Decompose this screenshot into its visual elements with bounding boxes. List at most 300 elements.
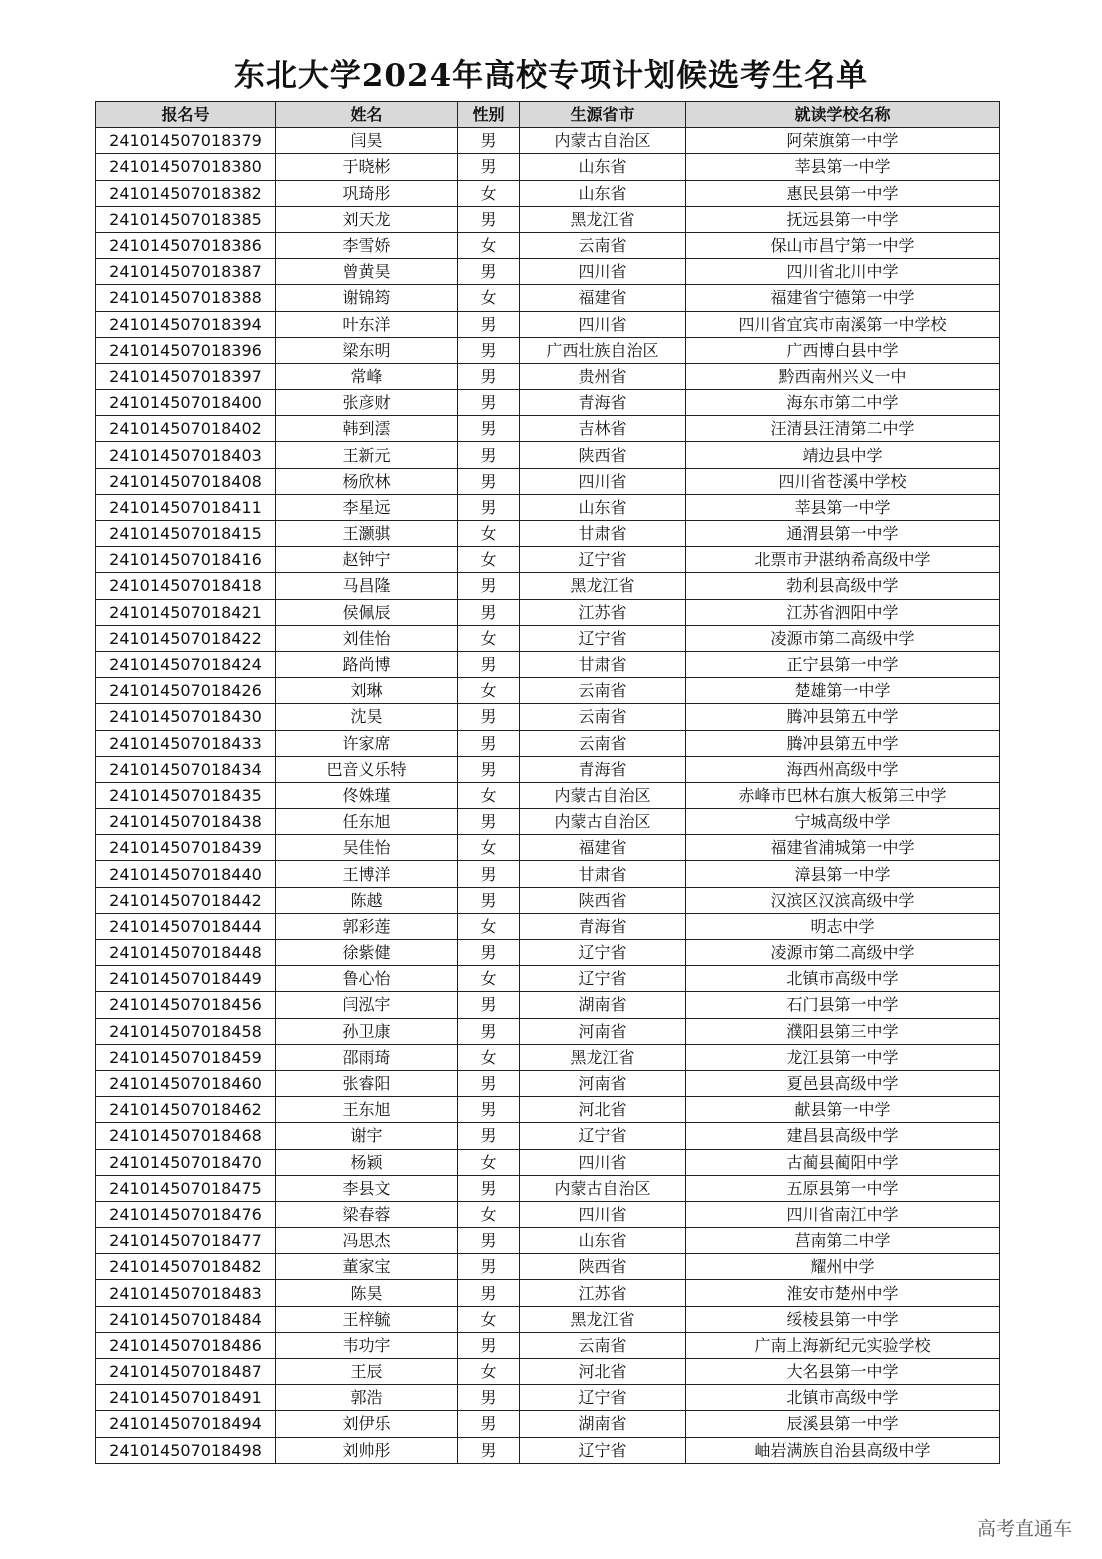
cell-registration-number: 241014507018382	[96, 180, 276, 206]
cell-province: 陕西省	[520, 1254, 686, 1280]
header-registration-number: 报名号	[96, 102, 276, 128]
cell-name: 陈越	[276, 887, 458, 913]
cell-registration-number: 241014507018448	[96, 940, 276, 966]
cell-school: 莒南第二中学	[686, 1228, 1000, 1254]
cell-school: 明志中学	[686, 913, 1000, 939]
table-row	[96, 180, 1000, 206]
cell-gender: 男	[458, 363, 520, 389]
cell-province: 黑龙江省	[520, 206, 686, 232]
cell-name: 王灏骐	[276, 521, 458, 547]
cell-gender: 女	[458, 1306, 520, 1332]
cell-province: 青海省	[520, 390, 686, 416]
cell-gender: 男	[458, 390, 520, 416]
cell-gender: 男	[458, 206, 520, 232]
cell-gender: 女	[458, 1201, 520, 1227]
cell-registration-number: 241014507018435	[96, 782, 276, 808]
cell-gender: 男	[458, 494, 520, 520]
cell-gender: 男	[458, 1254, 520, 1280]
table-row	[96, 887, 1000, 913]
cell-registration-number: 241014507018486	[96, 1332, 276, 1358]
cell-province: 四川省	[520, 468, 686, 494]
header-name: 姓名	[276, 102, 458, 128]
cell-school: 莘县第一中学	[686, 494, 1000, 520]
cell-province: 辽宁省	[520, 940, 686, 966]
cell-school: 献县第一中学	[686, 1097, 1000, 1123]
cell-name: 谢锦筠	[276, 285, 458, 311]
cell-name: 马昌隆	[276, 573, 458, 599]
cell-name: 吴佳怡	[276, 835, 458, 861]
cell-school: 四川省苍溪中学校	[686, 468, 1000, 494]
cell-province: 山东省	[520, 154, 686, 180]
cell-school: 宁城高级中学	[686, 809, 1000, 835]
cell-name: 曾黄昊	[276, 259, 458, 285]
cell-gender: 女	[458, 1359, 520, 1385]
cell-name: 杨颖	[276, 1149, 458, 1175]
cell-province: 甘肃省	[520, 521, 686, 547]
table-row	[96, 468, 1000, 494]
cell-registration-number: 241014507018418	[96, 573, 276, 599]
cell-school: 绥棱县第一中学	[686, 1306, 1000, 1332]
cell-province: 四川省	[520, 311, 686, 337]
cell-registration-number: 241014507018498	[96, 1437, 276, 1463]
table-row	[96, 992, 1000, 1018]
cell-school: 通渭县第一中学	[686, 521, 1000, 547]
cell-school: 海东市第二中学	[686, 390, 1000, 416]
cell-registration-number: 241014507018444	[96, 913, 276, 939]
table-row	[96, 913, 1000, 939]
cell-school: 漳县第一中学	[686, 861, 1000, 887]
cell-registration-number: 241014507018484	[96, 1306, 276, 1332]
header-province: 生源省市	[520, 102, 686, 128]
cell-gender: 男	[458, 1437, 520, 1463]
cell-name: 张睿阳	[276, 1070, 458, 1096]
table-row	[96, 1280, 1000, 1306]
cell-name: 王新元	[276, 442, 458, 468]
cell-gender: 男	[458, 128, 520, 154]
cell-gender: 男	[458, 573, 520, 599]
cell-school: 江苏省泗阳中学	[686, 599, 1000, 625]
cell-province: 云南省	[520, 704, 686, 730]
cell-school: 四川省南江中学	[686, 1201, 1000, 1227]
cell-school: 四川省北川中学	[686, 259, 1000, 285]
cell-province: 四川省	[520, 1149, 686, 1175]
cell-province: 辽宁省	[520, 625, 686, 651]
table-row	[96, 1359, 1000, 1385]
cell-gender: 女	[458, 835, 520, 861]
cell-name: 巩琦彤	[276, 180, 458, 206]
cell-registration-number: 241014507018397	[96, 363, 276, 389]
cell-school: 抚远县第一中学	[686, 206, 1000, 232]
cell-name: 闫泓宇	[276, 992, 458, 1018]
cell-gender: 男	[458, 1385, 520, 1411]
cell-gender: 男	[458, 756, 520, 782]
table-row	[96, 206, 1000, 232]
table-row	[96, 1411, 1000, 1437]
cell-gender: 男	[458, 1018, 520, 1044]
cell-registration-number: 241014507018394	[96, 311, 276, 337]
cell-province: 辽宁省	[520, 1123, 686, 1149]
cell-name: 常峰	[276, 363, 458, 389]
table-row	[96, 232, 1000, 258]
cell-registration-number: 241014507018459	[96, 1044, 276, 1070]
cell-province: 河南省	[520, 1070, 686, 1096]
table-row	[96, 835, 1000, 861]
cell-gender: 男	[458, 992, 520, 1018]
cell-registration-number: 241014507018434	[96, 756, 276, 782]
cell-gender: 男	[458, 311, 520, 337]
cell-province: 吉林省	[520, 416, 686, 442]
cell-gender: 男	[458, 1280, 520, 1306]
cell-registration-number: 241014507018408	[96, 468, 276, 494]
table-row	[96, 1437, 1000, 1463]
cell-province: 江苏省	[520, 599, 686, 625]
table-row	[96, 1018, 1000, 1044]
cell-gender: 男	[458, 730, 520, 756]
cell-gender: 女	[458, 782, 520, 808]
cell-school: 四川省宜宾市南溪第一中学校	[686, 311, 1000, 337]
cell-registration-number: 241014507018477	[96, 1228, 276, 1254]
cell-school: 汪清县汪清第二中学	[686, 416, 1000, 442]
table-row	[96, 940, 1000, 966]
cell-province: 福建省	[520, 285, 686, 311]
cell-name: 王东旭	[276, 1097, 458, 1123]
cell-gender: 男	[458, 1411, 520, 1437]
cell-gender: 男	[458, 599, 520, 625]
cell-registration-number: 241014507018494	[96, 1411, 276, 1437]
cell-name: 梁东明	[276, 337, 458, 363]
cell-school: 耀州中学	[686, 1254, 1000, 1280]
cell-school: 汉滨区汉滨高级中学	[686, 887, 1000, 913]
cell-school: 石门县第一中学	[686, 992, 1000, 1018]
cell-gender: 男	[458, 940, 520, 966]
header-school: 就读学校名称	[686, 102, 1000, 128]
cell-name: 张彦财	[276, 390, 458, 416]
cell-registration-number: 241014507018438	[96, 809, 276, 835]
page-title: 东北大学2024年高校专项计划候选考生名单	[233, 58, 869, 94]
cell-registration-number: 241014507018487	[96, 1359, 276, 1385]
cell-registration-number: 241014507018439	[96, 835, 276, 861]
table-row	[96, 861, 1000, 887]
cell-school: 岫岩满族自治县高级中学	[686, 1437, 1000, 1463]
cell-school: 龙江县第一中学	[686, 1044, 1000, 1070]
cell-school: 夏邑县高级中学	[686, 1070, 1000, 1096]
cell-gender: 女	[458, 913, 520, 939]
cell-province: 甘肃省	[520, 861, 686, 887]
table-row	[96, 1254, 1000, 1280]
cell-gender: 男	[458, 468, 520, 494]
candidate-table	[95, 101, 1000, 1464]
table-row	[96, 442, 1000, 468]
cell-school: 建昌县高级中学	[686, 1123, 1000, 1149]
cell-province: 贵州省	[520, 363, 686, 389]
cell-school: 大名县第一中学	[686, 1359, 1000, 1385]
cell-name: 王博洋	[276, 861, 458, 887]
cell-school: 古蔺县蔺阳中学	[686, 1149, 1000, 1175]
cell-gender: 男	[458, 1070, 520, 1096]
cell-school: 靖边县中学	[686, 442, 1000, 468]
cell-name: 鲁心怡	[276, 966, 458, 992]
table-body	[96, 128, 1000, 1464]
cell-name: 徐紫健	[276, 940, 458, 966]
table-row	[96, 337, 1000, 363]
table-row	[96, 1228, 1000, 1254]
cell-name: 梁春蓉	[276, 1201, 458, 1227]
cell-province: 云南省	[520, 232, 686, 258]
cell-gender: 男	[458, 154, 520, 180]
cell-registration-number: 241014507018440	[96, 861, 276, 887]
cell-name: 陈昊	[276, 1280, 458, 1306]
cell-name: 谢宇	[276, 1123, 458, 1149]
table-row	[96, 259, 1000, 285]
cell-registration-number: 241014507018456	[96, 992, 276, 1018]
cell-name: 巴音义乐特	[276, 756, 458, 782]
table-header-row	[96, 102, 1000, 128]
cell-registration-number: 241014507018426	[96, 678, 276, 704]
table-row	[96, 154, 1000, 180]
cell-province: 青海省	[520, 756, 686, 782]
cell-school: 惠民县第一中学	[686, 180, 1000, 206]
cell-gender: 女	[458, 625, 520, 651]
cell-name: 于晓彬	[276, 154, 458, 180]
cell-province: 湖南省	[520, 992, 686, 1018]
table-row	[96, 1070, 1000, 1096]
cell-school: 海西州高级中学	[686, 756, 1000, 782]
table-row	[96, 704, 1000, 730]
table-row	[96, 1175, 1000, 1201]
cell-registration-number: 241014507018470	[96, 1149, 276, 1175]
cell-registration-number: 241014507018430	[96, 704, 276, 730]
cell-province: 黑龙江省	[520, 1306, 686, 1332]
cell-gender: 女	[458, 1149, 520, 1175]
cell-name: 刘帅彤	[276, 1437, 458, 1463]
cell-province: 云南省	[520, 678, 686, 704]
cell-name: 刘琳	[276, 678, 458, 704]
cell-province: 四川省	[520, 1201, 686, 1227]
cell-gender: 女	[458, 966, 520, 992]
cell-gender: 男	[458, 416, 520, 442]
cell-gender: 女	[458, 521, 520, 547]
table-row	[96, 311, 1000, 337]
cell-name: 刘伊乐	[276, 1411, 458, 1437]
cell-province: 云南省	[520, 730, 686, 756]
cell-school: 黔西南州兴义一中	[686, 363, 1000, 389]
cell-registration-number: 241014507018386	[96, 232, 276, 258]
cell-gender: 女	[458, 678, 520, 704]
cell-name: 沈昊	[276, 704, 458, 730]
cell-gender: 男	[458, 337, 520, 363]
cell-name: 杨欣林	[276, 468, 458, 494]
cell-registration-number: 241014507018476	[96, 1201, 276, 1227]
cell-registration-number: 241014507018416	[96, 547, 276, 573]
cell-province: 辽宁省	[520, 1437, 686, 1463]
cell-registration-number: 241014507018400	[96, 390, 276, 416]
cell-registration-number: 241014507018424	[96, 651, 276, 677]
cell-name: 刘佳怡	[276, 625, 458, 651]
cell-registration-number: 241014507018388	[96, 285, 276, 311]
table-row	[96, 363, 1000, 389]
cell-province: 河北省	[520, 1359, 686, 1385]
table-row	[96, 1044, 1000, 1070]
cell-registration-number: 241014507018396	[96, 337, 276, 363]
table-row	[96, 1306, 1000, 1332]
cell-name: 郭浩	[276, 1385, 458, 1411]
cell-school: 赤峰市巴林右旗大板第三中学	[686, 782, 1000, 808]
cell-registration-number: 241014507018402	[96, 416, 276, 442]
cell-province: 福建省	[520, 835, 686, 861]
table-row	[96, 599, 1000, 625]
cell-name: 韦功宇	[276, 1332, 458, 1358]
cell-gender: 男	[458, 1097, 520, 1123]
cell-registration-number: 241014507018403	[96, 442, 276, 468]
cell-school: 凌源市第二高级中学	[686, 625, 1000, 651]
table-row	[96, 1123, 1000, 1149]
cell-registration-number: 241014507018449	[96, 966, 276, 992]
cell-province: 内蒙古自治区	[520, 1175, 686, 1201]
cell-province: 四川省	[520, 259, 686, 285]
cell-school: 福建省宁德第一中学	[686, 285, 1000, 311]
cell-gender: 男	[458, 442, 520, 468]
cell-school: 濮阳县第三中学	[686, 1018, 1000, 1044]
cell-registration-number: 241014507018411	[96, 494, 276, 520]
cell-school: 凌源市第二高级中学	[686, 940, 1000, 966]
cell-gender: 男	[458, 1228, 520, 1254]
cell-name: 赵钟宁	[276, 547, 458, 573]
cell-school: 莘县第一中学	[686, 154, 1000, 180]
cell-name: 冯思杰	[276, 1228, 458, 1254]
cell-province: 内蒙古自治区	[520, 809, 686, 835]
cell-province: 河北省	[520, 1097, 686, 1123]
cell-school: 腾冲县第五中学	[686, 704, 1000, 730]
table-row	[96, 547, 1000, 573]
cell-registration-number: 241014507018387	[96, 259, 276, 285]
cell-gender: 男	[458, 1175, 520, 1201]
cell-registration-number: 241014507018379	[96, 128, 276, 154]
table-row	[96, 756, 1000, 782]
cell-school: 广南上海新纪元实验学校	[686, 1332, 1000, 1358]
cell-name: 邵雨琦	[276, 1044, 458, 1070]
cell-province: 陕西省	[520, 442, 686, 468]
cell-province: 河南省	[520, 1018, 686, 1044]
cell-school: 北票市尹湛纳希高级中学	[686, 547, 1000, 573]
cell-school: 勃利县高级中学	[686, 573, 1000, 599]
cell-gender: 女	[458, 285, 520, 311]
cell-province: 江苏省	[520, 1280, 686, 1306]
cell-gender: 女	[458, 232, 520, 258]
cell-province: 陕西省	[520, 887, 686, 913]
cell-school: 保山市昌宁第一中学	[686, 232, 1000, 258]
cell-registration-number: 241014507018442	[96, 887, 276, 913]
cell-name: 李雪娇	[276, 232, 458, 258]
cell-gender: 女	[458, 547, 520, 573]
cell-school: 淮安市楚州中学	[686, 1280, 1000, 1306]
cell-name: 李县文	[276, 1175, 458, 1201]
table-row	[96, 1385, 1000, 1411]
cell-name: 董家宝	[276, 1254, 458, 1280]
watermark-text: 高考直通车	[976, 1518, 1072, 1540]
table-row	[96, 782, 1000, 808]
cell-registration-number: 241014507018462	[96, 1097, 276, 1123]
cell-name: 韩到澐	[276, 416, 458, 442]
cell-registration-number: 241014507018468	[96, 1123, 276, 1149]
cell-school: 五原县第一中学	[686, 1175, 1000, 1201]
cell-name: 许家席	[276, 730, 458, 756]
table-row	[96, 809, 1000, 835]
cell-province: 辽宁省	[520, 1385, 686, 1411]
cell-school: 楚雄第一中学	[686, 678, 1000, 704]
cell-registration-number: 241014507018415	[96, 521, 276, 547]
table-row	[96, 1201, 1000, 1227]
table-row	[96, 966, 1000, 992]
cell-province: 黑龙江省	[520, 1044, 686, 1070]
cell-name: 王辰	[276, 1359, 458, 1385]
cell-province: 山东省	[520, 494, 686, 520]
cell-gender: 男	[458, 861, 520, 887]
cell-province: 黑龙江省	[520, 573, 686, 599]
cell-school: 北镇市高级中学	[686, 966, 1000, 992]
cell-name: 路尚博	[276, 651, 458, 677]
cell-gender: 男	[458, 887, 520, 913]
cell-school: 正宁县第一中学	[686, 651, 1000, 677]
cell-province: 广西壮族自治区	[520, 337, 686, 363]
cell-registration-number: 241014507018475	[96, 1175, 276, 1201]
cell-registration-number: 241014507018380	[96, 154, 276, 180]
cell-name: 佟姝瑾	[276, 782, 458, 808]
cell-name: 任东旭	[276, 809, 458, 835]
cell-registration-number: 241014507018385	[96, 206, 276, 232]
table-row	[96, 1149, 1000, 1175]
cell-province: 辽宁省	[520, 547, 686, 573]
table-row	[96, 521, 1000, 547]
cell-registration-number: 241014507018458	[96, 1018, 276, 1044]
cell-name: 孙卫康	[276, 1018, 458, 1044]
table-row	[96, 285, 1000, 311]
table-row	[96, 730, 1000, 756]
cell-name: 李星远	[276, 494, 458, 520]
cell-registration-number: 241014507018483	[96, 1280, 276, 1306]
cell-province: 内蒙古自治区	[520, 782, 686, 808]
cell-registration-number: 241014507018482	[96, 1254, 276, 1280]
table-row	[96, 651, 1000, 677]
cell-province: 山东省	[520, 180, 686, 206]
cell-school: 辰溪县第一中学	[686, 1411, 1000, 1437]
table-row	[96, 390, 1000, 416]
cell-name: 郭彩莲	[276, 913, 458, 939]
table-row	[96, 1332, 1000, 1358]
table-row	[96, 416, 1000, 442]
cell-registration-number: 241014507018422	[96, 625, 276, 651]
cell-province: 云南省	[520, 1332, 686, 1358]
cell-name: 叶东洋	[276, 311, 458, 337]
cell-province: 内蒙古自治区	[520, 128, 686, 154]
cell-registration-number: 241014507018491	[96, 1385, 276, 1411]
cell-gender: 男	[458, 704, 520, 730]
cell-name: 闫昊	[276, 128, 458, 154]
cell-school: 北镇市高级中学	[686, 1385, 1000, 1411]
cell-province: 山东省	[520, 1228, 686, 1254]
table-row	[96, 678, 1000, 704]
cell-school: 阿荣旗第一中学	[686, 128, 1000, 154]
cell-name: 刘天龙	[276, 206, 458, 232]
cell-gender: 女	[458, 180, 520, 206]
cell-province: 甘肃省	[520, 651, 686, 677]
cell-province: 辽宁省	[520, 966, 686, 992]
cell-school: 福建省浦城第一中学	[686, 835, 1000, 861]
table-row	[96, 1097, 1000, 1123]
table-row	[96, 128, 1000, 154]
table-row	[96, 625, 1000, 651]
cell-school: 广西博白县中学	[686, 337, 1000, 363]
cell-registration-number: 241014507018433	[96, 730, 276, 756]
